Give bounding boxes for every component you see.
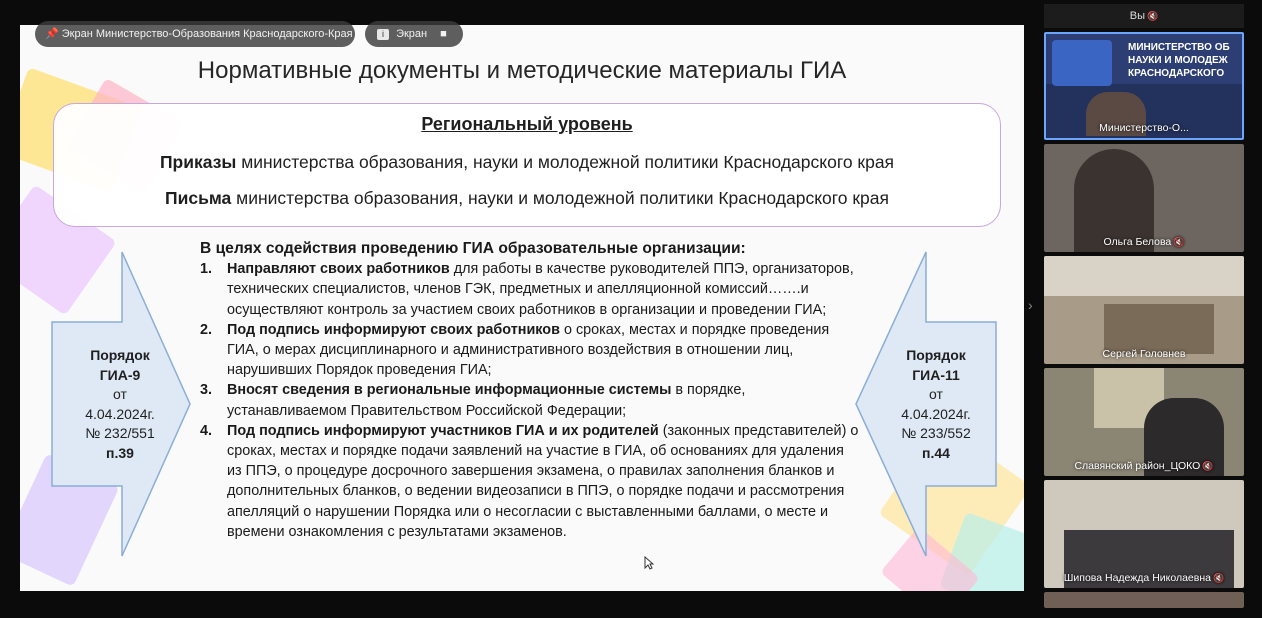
orders-bold: Приказы	[159, 152, 237, 172]
regional-letters-line	[54, 188, 1000, 209]
participant-name-row	[1044, 460, 1244, 472]
list-item-bold: Вносят сведения в региональные информационные системы	[227, 382, 672, 399]
right-arrow-gia11	[854, 250, 1024, 558]
mic-muted-icon: 🔇	[1173, 237, 1185, 247]
participant-tile-partial[interactable]	[1044, 592, 1244, 608]
left-arrow-text	[50, 346, 190, 463]
left-arrow-line1: Порядок	[90, 347, 150, 363]
participant-name: Министерство-О...	[1099, 122, 1189, 134]
self-tile[interactable]	[1044, 4, 1244, 28]
list-item	[200, 320, 860, 381]
list-item-number: 4.	[200, 422, 213, 439]
participant-tile[interactable]	[1044, 32, 1244, 140]
list-item-number: 3.	[200, 382, 213, 399]
pinned-screen-chip[interactable]	[35, 21, 355, 47]
participant-name-row	[1044, 572, 1244, 584]
right-arrow-line5: № 233/552	[901, 425, 971, 441]
list-item-text	[227, 421, 860, 542]
participant-name: Ольга Белова	[1103, 236, 1172, 248]
regional-heading: Региональный уровень	[421, 114, 633, 134]
list-item-rest: для работы в качестве руководителей ППЭ, организаторов, технических специалистов, членов ГЭК, предметных и апелляционной комиссий…….и осуществляют контроль за участием своих работников в организации и проведении ГИА;	[227, 261, 854, 318]
list-item-bold: Под подпись информируют участников ГИА и их родителей	[227, 422, 659, 439]
list-item-bold: Направляют своих работников	[227, 261, 450, 278]
list-item-rest: в порядке, устанавливаемом Правительством Российской Федерации;	[227, 382, 746, 419]
left-arrow-line3: от	[113, 386, 127, 402]
list-item	[200, 259, 860, 320]
list-item-rest: о сроках, местах и порядке проведения ГИА, о мерах дисциплинарного и административного воздействия в отношении лиц, нарушивших Порядок проведения ГИА;	[227, 321, 830, 379]
left-arrow-line2: ГИА-9	[99, 366, 141, 383]
participant-tile[interactable]	[1044, 144, 1244, 252]
letters-rest: министерства образования, науки и молодежной политики Краснодарского края	[231, 188, 889, 208]
list-item-number: 2.	[200, 321, 213, 338]
camera-icon: ■	[440, 28, 447, 40]
list-item-text	[227, 259, 860, 320]
screen-chip[interactable]	[365, 21, 463, 47]
participant-name: Шипова Надежда Николаевна	[1063, 572, 1211, 584]
participant-name: Сергей Головнев	[1102, 348, 1186, 360]
info-icon: i	[377, 29, 389, 40]
gia-duties-list	[200, 239, 860, 542]
right-arrow-line4: 4.04.2024г.	[901, 405, 971, 422]
list-item	[200, 421, 860, 542]
right-arrow-text	[866, 346, 1006, 463]
list-item	[200, 380, 860, 420]
list-heading: В целях содействия проведению ГИА образовательные организации:	[200, 240, 746, 257]
left-arrow-line4: 4.04.2024г.	[85, 405, 155, 422]
participant-name-row	[1044, 236, 1244, 248]
list-item-text	[227, 320, 860, 381]
regional-orders-line	[54, 152, 1000, 173]
list-item-rest: (законных представителей) о сроках, местах и порядке подачи заявлений на участие в ГИА, об основаниях для удаления из ППЭ, о процедуре досрочного завершения экзамена, о правилах заполнения бланков и дополнительных бланков, о ведении видеозаписи в ППЭ, о порядке подачи и рассмотрения апелляций о нарушении Порядка или о несогласии с выставленными баллами, о месте и времени ознакомления с результатами экзаменов.	[227, 422, 859, 540]
mic-muted-icon: 🔇	[1202, 461, 1214, 471]
right-arrow-line2: ГИА-11	[912, 366, 960, 383]
pin-icon: 📌	[45, 28, 59, 40]
regional-level-box	[53, 103, 1001, 227]
book-logo-icon	[1052, 40, 1112, 86]
participant-tile[interactable]	[1044, 368, 1244, 476]
list-item-text	[227, 380, 860, 420]
list-item-bold: Под подпись информируют своих работников	[227, 321, 560, 338]
orders-rest: министерства образования, науки и молодежной политики Краснодарского края	[236, 152, 895, 172]
mouse-cursor-icon	[644, 556, 654, 570]
screen-chip-label: Экран	[396, 28, 428, 40]
ministry-logo-text: МИНИСТЕРСТВО ОБ НАУКИ И МОЛОДЕЖ КРАСНОДАРСКОГО	[1128, 42, 1230, 79]
shared-screen	[20, 25, 1024, 591]
left-arrow-line6: п.39	[106, 444, 134, 461]
right-arrow-line1: Порядок	[906, 347, 966, 363]
participant-video	[1104, 304, 1214, 354]
right-arrow-line6: п.44	[922, 444, 950, 461]
slide-title: Нормативные документы и методические материалы ГИА	[197, 57, 847, 84]
participant-tile[interactable]	[1044, 480, 1244, 588]
left-arrow-line5: № 232/551	[85, 425, 155, 441]
right-arrow-line3: от	[929, 386, 943, 402]
participant-name: Славянский район_ЦОКО	[1074, 460, 1201, 472]
participant-tile[interactable]	[1044, 256, 1244, 364]
mic-muted-icon: 🔇	[1212, 573, 1225, 583]
pinned-screen-label: Экран Министерство-Образования Краснодарского-Края	[61, 28, 353, 40]
list-item-number: 1.	[200, 261, 213, 278]
mic-muted-icon: 🔇	[1147, 11, 1159, 21]
letters-bold: Письма	[165, 188, 232, 208]
left-arrow-gia9	[50, 250, 222, 558]
self-label: Вы	[1129, 10, 1146, 22]
chevron-right-icon[interactable]: ›	[1028, 297, 1033, 313]
